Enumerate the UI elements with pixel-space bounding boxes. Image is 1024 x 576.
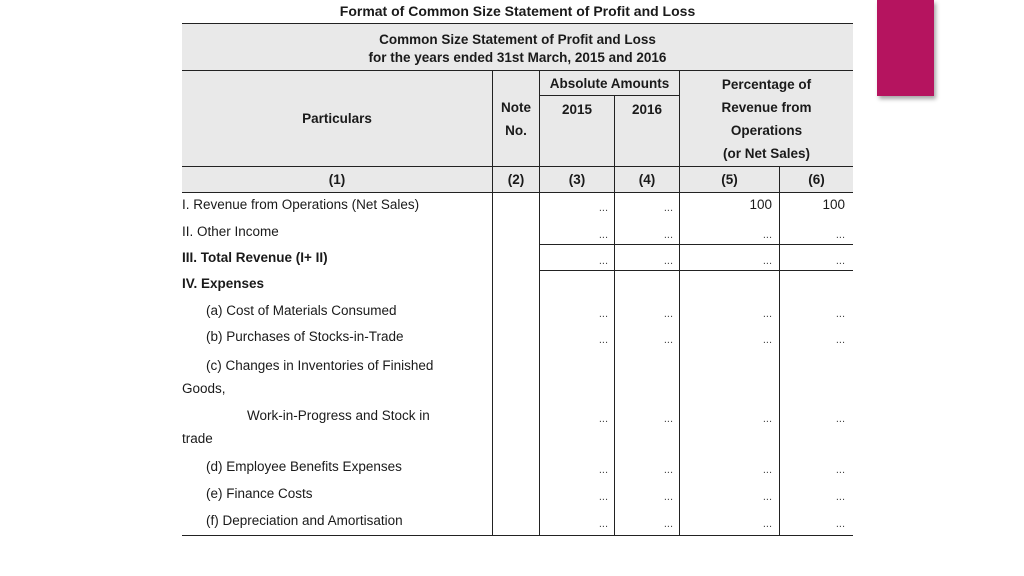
row-label-depreciation: (f) Depreciation and Amortisation: [206, 513, 403, 528]
cell-cost-materials-2016: ...: [663, 308, 673, 320]
row-label-cost-materials: (a) Cost of Materials Consumed: [206, 303, 397, 318]
statement-title-line2: for the years ended 31st March, 2015 and 2016: [368, 50, 667, 65]
rule-total-bottom: [539, 270, 853, 271]
colnum-4: (4): [638, 172, 656, 187]
cell-total-revenue-2016: ...: [663, 255, 673, 267]
vline-pct: [779, 166, 780, 535]
profit-loss-table: [182, 23, 853, 536]
row-label-finance: (e) Finance Costs: [206, 486, 313, 501]
cell-finance-pct-2015: ...: [762, 491, 772, 503]
header-pct-line1: Percentage of: [721, 77, 812, 92]
statement-title: [182, 31, 853, 67]
cell-other-income-pct-2015: ...: [762, 229, 772, 241]
header-percentage: [680, 73, 853, 165]
header-note-line1: Note: [501, 100, 531, 115]
row-label-changes-line3: Work-in-Progress and Stock in: [247, 408, 430, 423]
rule-colnum-bottom: [182, 192, 853, 193]
colnum-6: (6): [808, 172, 825, 187]
cell-purchases-2015: ...: [598, 334, 608, 346]
header-particulars: Particulars: [302, 111, 372, 126]
cell-depreciation-pct-2016: ...: [835, 518, 845, 530]
colnum-3: (3): [568, 172, 586, 187]
row-label-revenue: I. Revenue from Operations (Net Sales): [182, 197, 420, 212]
cell-employee-2016: ...: [663, 464, 673, 476]
cell-finance-2016: ...: [663, 491, 673, 503]
header-year-2015: 2015: [561, 102, 593, 117]
row-label-expenses: IV. Expenses: [182, 276, 265, 291]
row-label-changes-line1: (c) Changes in Inventories of Finished: [206, 358, 434, 373]
cell-depreciation-pct-2015: ...: [762, 518, 772, 530]
cell-changes-2015: ...: [598, 413, 608, 425]
row-label-changes-line4: trade: [182, 431, 213, 446]
row-label-changes-line2: Goods,: [182, 381, 226, 396]
cell-purchases-pct-2015: ...: [762, 334, 772, 346]
cell-depreciation-2016: ...: [663, 518, 673, 530]
header-note-line2: No.: [505, 123, 527, 138]
header-pct-line4: (or Net Sales): [722, 146, 811, 161]
rule-colnum-top: [182, 166, 853, 167]
header-note: [493, 96, 539, 142]
colnum-1: (1): [328, 172, 346, 187]
cell-depreciation-2015: ...: [598, 518, 608, 530]
statement-title-line1: Common Size Statement of Profit and Loss: [379, 32, 656, 47]
colnum-5: (5): [721, 172, 738, 187]
row-label-employee: (d) Employee Benefits Expenses: [206, 459, 402, 474]
row-label-total-revenue: III. Total Revenue (I+ II): [182, 250, 328, 265]
cell-other-income-2016: ...: [663, 229, 673, 241]
rule-header-top: [182, 70, 853, 71]
cell-changes-pct-2015: ...: [762, 413, 772, 425]
header-pct-line3: Operations: [730, 123, 803, 138]
colnum-2: (2): [507, 172, 525, 187]
cell-cost-materials-pct-2016: ...: [835, 308, 845, 320]
cell-changes-pct-2016: ...: [835, 413, 845, 425]
cell-purchases-2016: ...: [663, 334, 673, 346]
cell-revenue-pct-2015: 100: [749, 197, 772, 212]
cell-changes-2016: ...: [663, 413, 673, 425]
cell-employee-pct-2015: ...: [762, 464, 772, 476]
cell-cost-materials-pct-2015: ...: [762, 308, 772, 320]
row-label-other-income: II. Other Income: [182, 224, 279, 239]
row-label-purchases: (b) Purchases of Stocks-in-Trade: [206, 329, 404, 344]
cell-total-revenue-pct-2016: ...: [835, 255, 845, 267]
cell-purchases-pct-2016: ...: [835, 334, 845, 346]
cell-revenue-2016: ...: [663, 202, 673, 214]
rule-total-top: [539, 244, 853, 245]
cell-total-revenue-pct-2015: ...: [762, 255, 772, 267]
cell-other-income-2015: ...: [598, 229, 608, 241]
cell-revenue-2015: ...: [598, 202, 608, 214]
cell-employee-2015: ...: [598, 464, 608, 476]
accent-bar: [877, 0, 934, 96]
header-pct-line2: Revenue from: [721, 100, 812, 115]
cell-finance-pct-2016: ...: [835, 491, 845, 503]
cell-other-income-pct-2016: ...: [835, 229, 845, 241]
rule-absolute-split: [539, 95, 679, 96]
document-title: Format of Common Size Statement of Profit and Loss: [339, 3, 696, 19]
header-year-2016: 2016: [631, 102, 663, 117]
cell-employee-pct-2016: ...: [835, 464, 845, 476]
cell-cost-materials-2015: ...: [598, 308, 608, 320]
cell-finance-2015: ...: [598, 491, 608, 503]
cell-total-revenue-2015: ...: [598, 255, 608, 267]
header-absolute-amounts: Absolute Amounts: [549, 76, 670, 91]
cell-revenue-pct-2016: 100: [822, 197, 845, 212]
